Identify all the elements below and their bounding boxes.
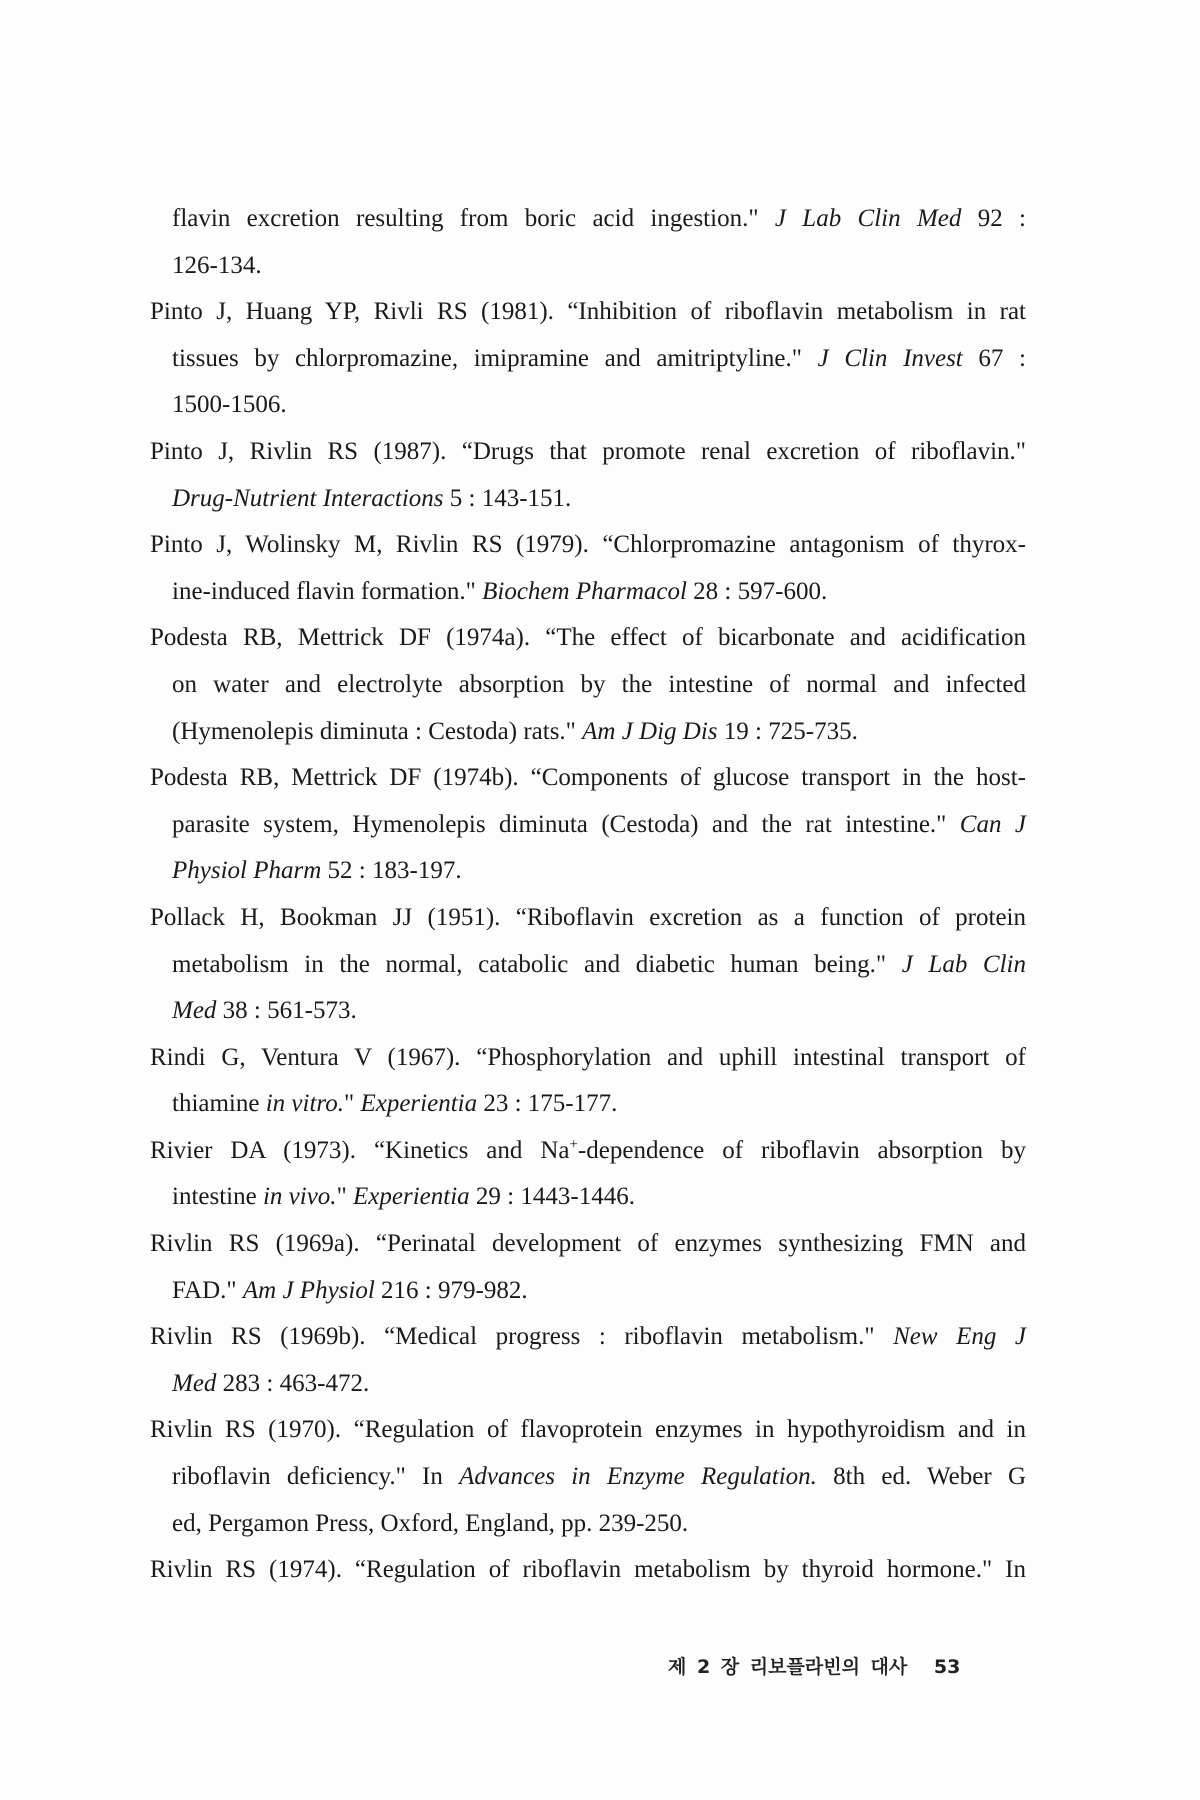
text: " [343,1090,361,1118]
text: 5 : 143-151. [443,484,572,512]
text: tissues by chlorpromazine, imipramine and amitriptyline." [172,344,818,372]
reference-line [150,522,1026,569]
italic-text: Med [172,997,217,1025]
reference-line [150,1128,1026,1175]
reference-line [150,1407,1026,1454]
reference-entry [150,1035,1026,1128]
text: -dependence of riboflavin absorption by [577,1136,1026,1164]
text: riboflavin deficiency." In [172,1463,460,1491]
reference-line [150,895,1026,942]
italic-text: Drug-Nutrient Interactions [172,484,444,512]
reference-line [150,802,1026,849]
italic-text: Can J [959,810,1026,838]
text: 67 : [962,344,1027,372]
text: Pollack H, Bookman JJ (1951). “Riboflavin excretion as a function of protein [150,903,1026,931]
reference-entry [150,289,1026,429]
italic-text: New Eng J [893,1323,1026,1351]
italic-text: Experientia [353,1183,470,1211]
text: Rivier DA (1973). “Kinetics and Na [150,1136,570,1164]
reference-entry [150,1314,1026,1407]
text: Pinto J, Wolinsky M, Rivlin RS (1979). “Chlorpromazine antagonism of thyrox- [150,531,1026,559]
italic-text: in vitro. [265,1090,344,1118]
text: Rindi G, Ventura V (1967). “Phosphorylation and uphill intestinal transport of [150,1043,1026,1071]
italic-text: Med [172,1369,217,1397]
reference-entry [150,615,1026,755]
reference-line [150,755,1026,802]
reference-entry [150,1407,1026,1547]
italic-text: Experientia [360,1090,478,1118]
reference-line [150,988,1026,1035]
text: Pinto J, Rivlin RS (1987). “Drugs that promote renal excretion of riboflavin." [150,437,1026,465]
reference-line [150,569,1026,616]
text: 38 : 561-573. [216,997,357,1025]
text: 23 : 175-177. [477,1090,618,1118]
text: 126-134. [172,251,262,279]
reference-line [150,1268,1026,1315]
reference-line [150,1174,1026,1221]
text: (Hymenolepis diminuta : Cestoda) rats." [172,717,583,745]
reference-line [150,476,1026,523]
reference-line [150,662,1026,709]
reference-list [150,196,1026,1594]
reference-line [150,336,1026,383]
italic-text: J Lab Clin [901,950,1026,978]
reference-line [150,196,1026,243]
reference-line [150,243,1026,290]
reference-entry [150,895,1026,1035]
reference-line [150,942,1026,989]
reference-entry [150,196,1026,289]
text: on water and electrolyte absorption by the intestine of normal and infected [172,670,1026,698]
text: Rivlin RS (1969a). “Perinatal development of enzymes synthesizing FMN and [150,1230,1026,1258]
text: 29 : 1443-1446. [469,1183,635,1211]
text: Rivlin RS (1970). “Regulation of flavoprotein enzymes in hypothyroidism and in [150,1416,1026,1444]
reference-line [150,382,1026,429]
text: 283 : 463-472. [216,1369,370,1397]
reference-line [150,1547,1026,1594]
text: 216 : 979-982. [374,1276,528,1304]
text: 28 : 597-600. [686,577,828,605]
text: 19 : 725-735. [717,717,858,745]
text: Podesta RB, Mettrick DF (1974a). “The effect of bicarbonate and acidification [150,624,1026,652]
italic-text: Am J Physiol [242,1276,375,1304]
reference-entry [150,1547,1026,1594]
italic-text: J Lab Clin Med [774,205,962,232]
reference-line [150,1454,1026,1501]
italic-text: Biochem Pharmacol [482,577,687,605]
reference-line [150,615,1026,662]
text: flavin excretion resulting from boric acid ingestion." [172,205,775,232]
reference-entry [150,1221,1026,1314]
text: 8th ed. Weber G [816,1463,1026,1491]
text: Rivlin RS (1969b). “Medical progress : riboflavin metabolism." [150,1323,894,1351]
reference-entry [150,1128,1026,1221]
reference-line [150,1314,1026,1361]
text: ed, Pergamon Press, Oxford, England, pp. 239-250. [172,1509,689,1537]
chapter-label: 제 2 장 [668,1656,740,1678]
text: 52 : 183-197. [321,857,462,885]
text: intestine [172,1183,263,1211]
text: ine-induced flavin formation." [172,577,483,605]
text: 92 : [961,205,1026,232]
italic-text: in vivo. [262,1183,337,1211]
text: + [569,1136,578,1153]
reference-line [150,429,1026,476]
text: " [336,1183,354,1211]
text: Pinto J, Huang YP, Rivli RS (1981). “Inhibition of riboflavin metabolism in rat [150,298,1026,326]
italic-text: Advances in Enzyme Regulation. [459,1463,817,1491]
reference-line [150,289,1026,336]
reference-entry [150,755,1026,895]
text: metabolism in the normal, catabolic and diabetic human being." [172,950,902,978]
text: thiamine [172,1090,266,1118]
reference-line [150,1081,1026,1128]
italic-text: Physiol Pharm [172,857,322,885]
page-number: 53 [933,1656,961,1678]
reference-entry [150,429,1026,522]
reference-line [150,1361,1026,1408]
reference-line [150,1501,1026,1548]
italic-text: Am J Dig Dis [582,717,718,745]
text: 1500-1506. [172,391,287,419]
reference-line [150,1035,1026,1082]
italic-text: J Clin Invest [817,344,963,372]
page-footer [668,1652,960,1679]
reference-entry [150,522,1026,615]
text: Rivlin RS (1974). “Regulation of riboflavin metabolism by thyroid hormone." In [150,1556,1026,1584]
reference-line [150,709,1026,756]
reference-line [150,848,1026,895]
text: FAD." [172,1276,243,1304]
reference-line [150,1221,1026,1268]
chapter-title: 리보플라빈의 대사 [749,1656,908,1678]
text: parasite system, Hymenolepis diminuta (Cestoda) and the rat intestine." [172,810,960,838]
text: Podesta RB, Mettrick DF (1974b). “Components of glucose transport in the host- [150,764,1026,792]
